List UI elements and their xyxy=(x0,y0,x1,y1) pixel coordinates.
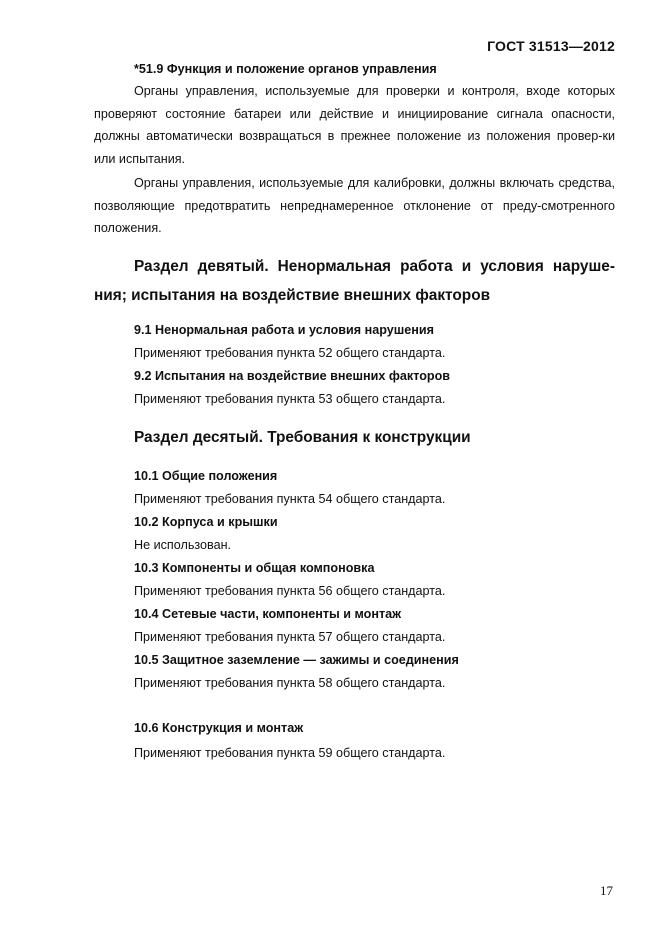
item-title-10-1: 10.1 Общие положения xyxy=(134,469,278,483)
item-text-10-1: Применяют требования пункта 54 общего стандарта. xyxy=(134,492,446,506)
clause-title-51-9: *51.9 Функция и положение органов управления xyxy=(134,62,437,76)
item-text-9-1: Применяют требования пункта 52 общего стандарта. xyxy=(134,346,446,360)
item-text-10-2: Не использован. xyxy=(134,538,232,552)
item-text-9-2: Применяют требования пункта 53 общего стандарта. xyxy=(134,392,446,406)
section-9-heading xyxy=(94,252,615,310)
item-text-10-3: Применяют требования пункта 56 общего стандарта. xyxy=(134,584,446,598)
clause-paragraph-2: Органы управления, используемые для калибровки, должны включать средства, позволяющие предотвратить непреднамеренное отклонение от преду-смотренного положения. xyxy=(94,176,615,235)
item-title-10-3: 10.3 Компоненты и общая компоновка xyxy=(134,561,375,575)
item-title-10-5: 10.5 Защитное заземление — зажимы и соединения xyxy=(134,653,459,667)
section-9-heading-line2: ния; испытания на воздействие внешних факторов xyxy=(94,287,491,304)
document-code: ГОСТ 31513—2012 xyxy=(487,38,615,54)
section-10-heading: Раздел десятый. Требования к конструкции xyxy=(134,429,471,446)
item-title-10-2: 10.2 Корпуса и крышки xyxy=(134,515,278,529)
section-9-heading-line1: Раздел девятый. Ненормальная работа и условия наруше- xyxy=(134,258,615,275)
item-text-10-5: Применяют требования пункта 58 общего стандарта. xyxy=(134,676,446,690)
item-title-10-4: 10.4 Сетевые части, компоненты и монтаж xyxy=(134,607,402,621)
clause-paragraph-1: Органы управления, используемые для проверки и контроля, входе которых проверяют состояние батареи или действие и инициирование сигнала опасности, должны автоматически возвращаться в прежнее положение из положения провер-ки или испытания. xyxy=(94,84,615,166)
page-number: 17 xyxy=(600,883,613,898)
item-title-9-2: 9.2 Испытания на воздействие внешних факторов xyxy=(134,369,451,383)
item-title-10-6: 10.6 Конструкция и монтаж xyxy=(134,721,304,735)
item-text-10-6: Применяют требования пункта 59 общего стандарта. xyxy=(134,746,446,760)
item-title-9-1: 9.1 Ненормальная работа и условия нарушения xyxy=(134,323,434,337)
item-text-10-4: Применяют требования пункта 57 общего стандарта. xyxy=(134,630,446,644)
